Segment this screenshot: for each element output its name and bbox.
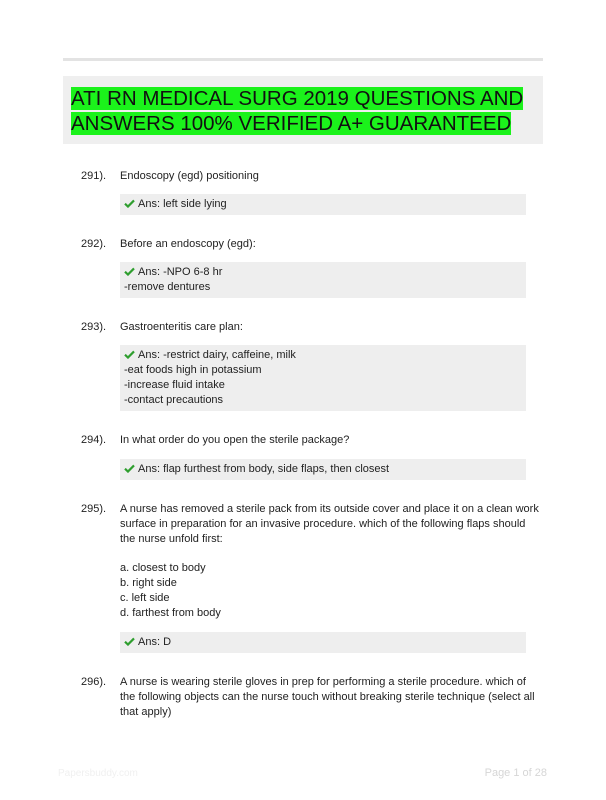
answer-line: Ans: flap furthest from body, side flaps, then closest — [138, 463, 390, 475]
question-number: 292). — [81, 238, 107, 250]
answer-box — [120, 262, 526, 298]
question-text: Endoscopy (egd) positioning — [120, 170, 259, 182]
answer-box — [120, 194, 526, 215]
footer-watermark: Papersbuddy.com — [58, 768, 138, 779]
answer-line: Ans: -NPO 6-8 hr — [138, 266, 223, 278]
question-number: 294). — [81, 434, 107, 446]
option-item: a. closest to body — [120, 562, 206, 574]
question-number: 293). — [81, 321, 107, 333]
question-number: 296). — [81, 676, 107, 688]
answer-line: -contact precautions — [124, 394, 224, 406]
check-icon — [124, 637, 135, 646]
answer-line: -eat foods high in potassium — [124, 364, 262, 376]
answer-box — [120, 345, 526, 411]
check-icon — [124, 464, 135, 473]
answer-line: Ans: D — [138, 636, 172, 648]
answer-line: -increase fluid intake — [124, 379, 225, 391]
question-number: 295). — [81, 503, 107, 515]
answer-line: Ans: -restrict dairy, caffeine, milk — [138, 349, 296, 361]
option-list — [120, 561, 540, 621]
answer-line: Ans: left side lying — [138, 198, 227, 210]
document-title: ATI RN MEDICAL SURG 2019 QUESTIONS AND ANSWERS 100% VERIFIED A+ GUARANTEED — [71, 87, 524, 135]
answer-box — [120, 459, 526, 480]
option-item: b. right side — [120, 577, 177, 589]
question-text: In what order do you open the sterile package? — [120, 434, 350, 446]
option-item: d. farthest from body — [120, 607, 221, 619]
page-number: Page 1 of 28 — [484, 767, 547, 779]
question-number: 291). — [81, 170, 107, 182]
check-icon — [124, 267, 135, 276]
option-item: c. left side — [120, 592, 170, 604]
question-text: Before an endoscopy (egd): — [120, 238, 256, 250]
check-icon — [124, 350, 135, 359]
top-divider — [63, 58, 543, 61]
answer-line: -remove dentures — [124, 281, 211, 293]
question-text: Gastroenteritis care plan: — [120, 321, 243, 333]
check-icon — [124, 199, 135, 208]
answer-box — [120, 632, 526, 653]
question-text: A nurse has removed a sterile pack from its outside cover and place it on a clean work surface in preparation for an invasive procedure. which of the following flaps should the nurse unfold first: a. closest to body b. right side c. left side d. farthest from body — [120, 503, 539, 619]
question-text: A nurse is wearing sterile gloves in prep for performing a sterile procedure. which of the following objects can the nurse touch without breaking sterile technique (select all that apply) — [120, 676, 535, 718]
